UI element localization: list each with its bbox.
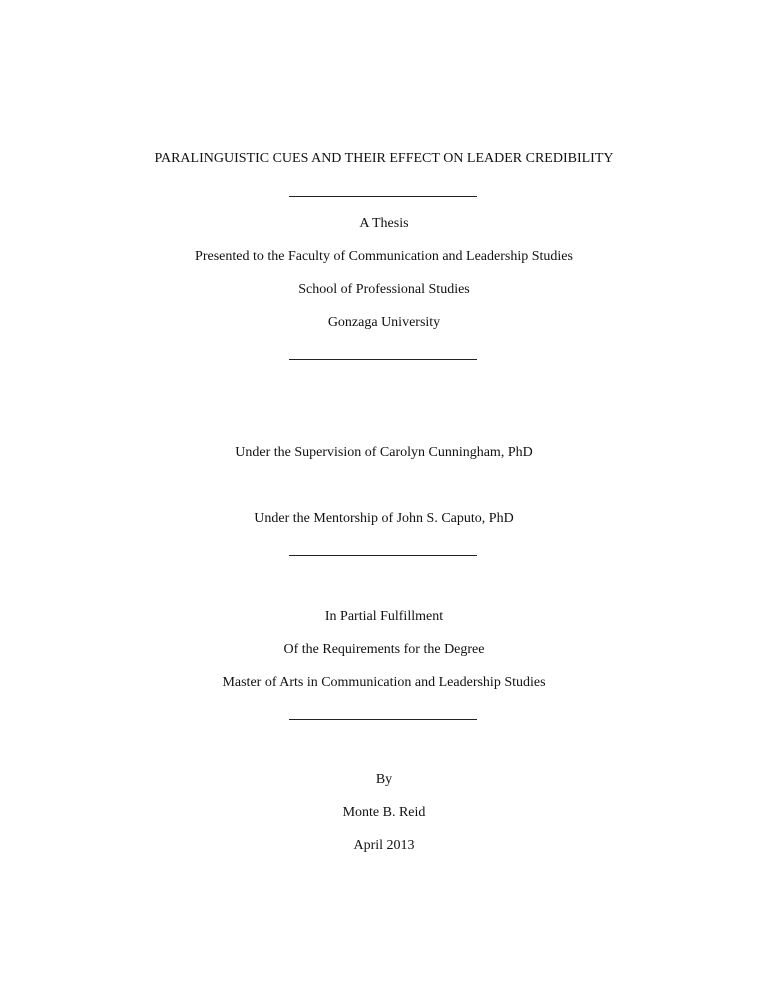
section-divider [289, 719, 477, 720]
thesis-title: PARALINGUISTIC CUES AND THEIR EFFECT ON LEADER CREDIBILITY [154, 151, 614, 166]
submission-date: April 2013 [353, 838, 415, 853]
section-divider [289, 555, 477, 556]
mentorship-line: Under the Mentorship of John S. Caputo, PhD [254, 511, 514, 526]
degree-name: Master of Arts in Communication and Leadership Studies [222, 675, 546, 690]
university-name: Gonzaga University [327, 315, 441, 330]
fulfillment-line: In Partial Fulfillment [324, 609, 444, 624]
presented-to-line: Presented to the Faculty of Communication and Leadership Studies [195, 249, 573, 264]
section-divider [289, 359, 477, 360]
supervision-line: Under the Supervision of Carolyn Cunningham, PhD [235, 445, 533, 460]
section-divider [289, 196, 477, 197]
by-label: By [375, 772, 393, 787]
author-name: Monte B. Reid [342, 805, 426, 820]
thesis-label: A Thesis [359, 216, 409, 231]
requirements-line: Of the Requirements for the Degree [283, 642, 485, 657]
school-name: School of Professional Studies [298, 282, 470, 297]
